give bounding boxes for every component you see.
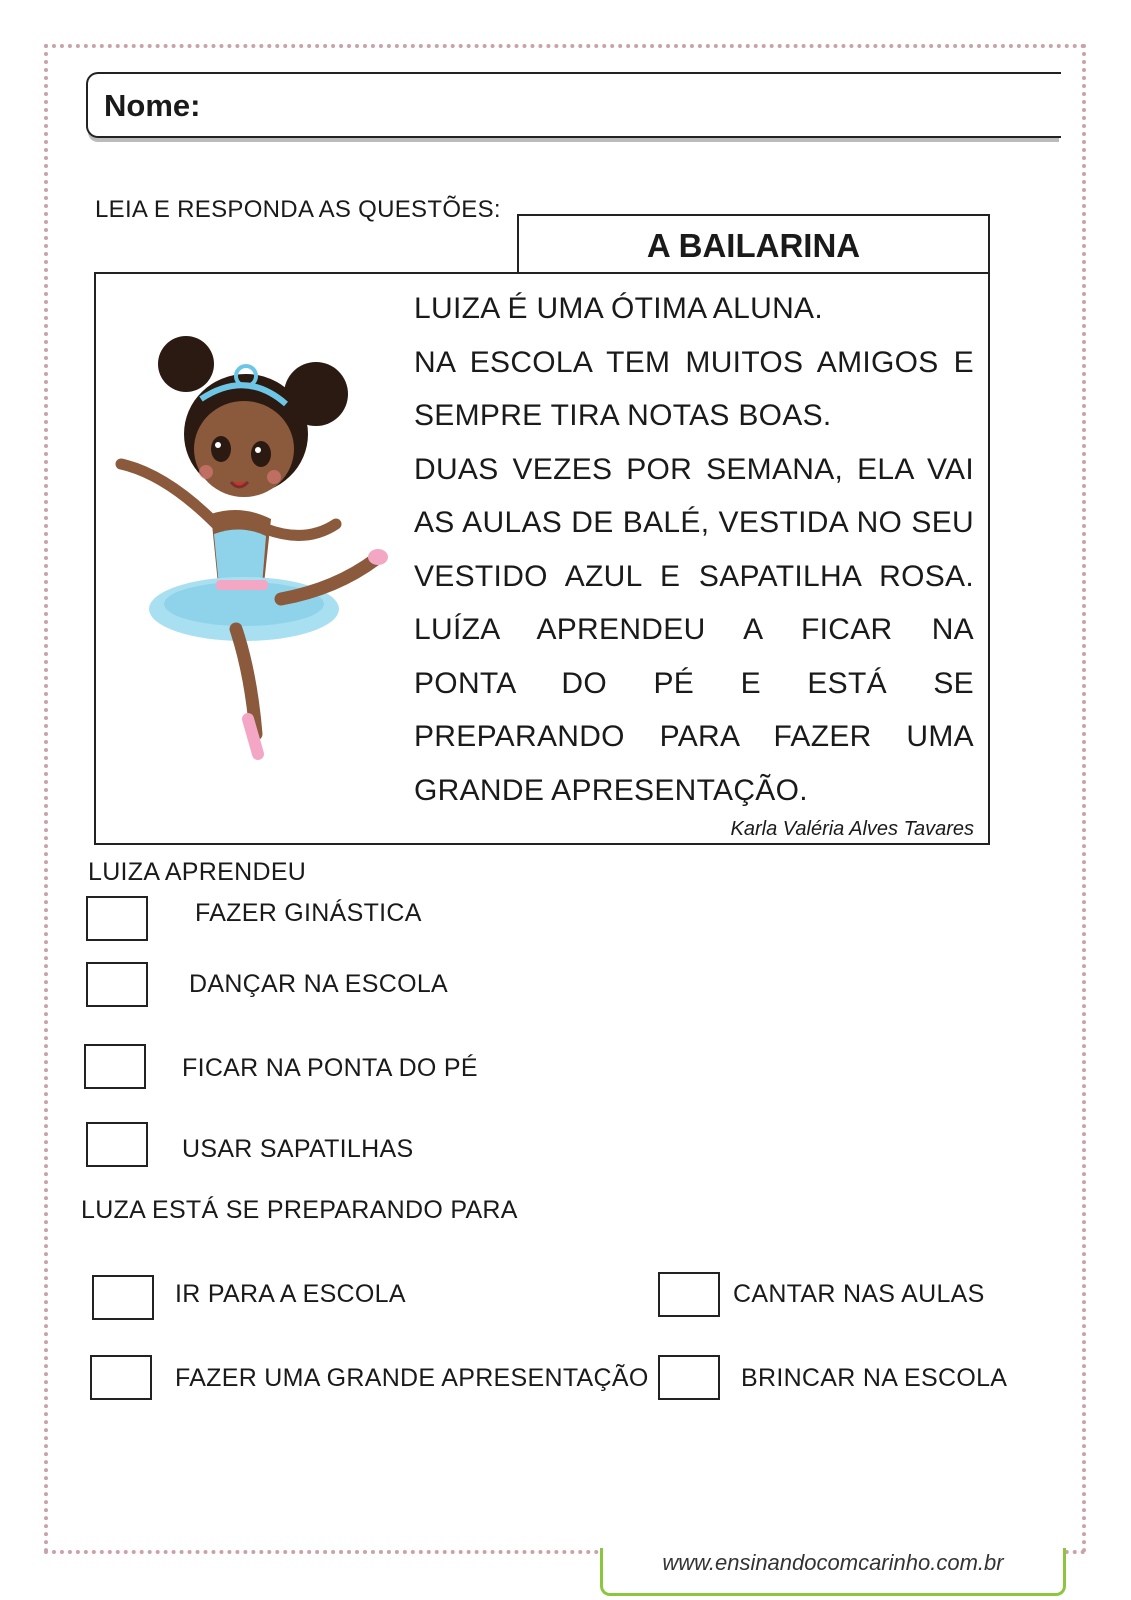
footer <box>600 1548 1066 1596</box>
name-label: Nome: <box>104 88 201 123</box>
story-title: A BAILARINA <box>646 227 861 264</box>
q1-option-3-label: FICAR NA PONTA DO PÉ <box>182 1054 478 1082</box>
q2-option-1-checkbox[interactable] <box>92 1275 154 1320</box>
story-line: AS AULAS DE BALÉ, VESTIDA NO SEU <box>414 506 974 539</box>
story-author: Karla Valéria Alves Tavares <box>730 818 974 840</box>
story-box <box>94 272 990 845</box>
story-title-box <box>517 214 990 276</box>
footer-url[interactable]: www.ensinandocomcarinho.com.br <box>662 1550 1004 1575</box>
story-line: PREPARANDO PARA FAZER UMA <box>414 720 974 753</box>
q2-option-1-label: IR PARA A ESCOLA <box>175 1280 406 1308</box>
q2-option-2-label: CANTAR NAS AULAS <box>733 1280 985 1308</box>
ballerina-illustration <box>106 314 391 764</box>
q1-option-4-checkbox[interactable] <box>86 1122 148 1167</box>
story-line: LUÍZA APRENDEU A FICAR NA <box>414 613 974 646</box>
q2-option-4-label: BRINCAR NA ESCOLA <box>741 1364 1008 1392</box>
q1-option-1-checkbox[interactable] <box>86 896 148 941</box>
question-2-prompt: LUZA ESTÁ SE PREPARANDO PARA <box>81 1196 518 1224</box>
story-line: LUIZA É UMA ÓTIMA ALUNA. <box>414 292 823 325</box>
name-field[interactable] <box>86 72 1061 138</box>
story-line: SEMPRE TIRA NOTAS BOAS. <box>414 399 832 432</box>
story-line: GRANDE APRESENTAÇÃO. <box>414 773 808 807</box>
instructions: LEIA E RESPONDA AS QUESTÕES: <box>95 196 501 223</box>
q2-option-4-checkbox[interactable] <box>658 1355 720 1400</box>
story-line: VESTIDO AZUL E SAPATILHA ROSA. <box>414 559 974 593</box>
q1-option-2-label: DANÇAR NA ESCOLA <box>189 970 449 998</box>
story-line: DUAS VEZES POR SEMANA, ELA VAI <box>414 452 974 486</box>
question-1-prompt: LUIZA APRENDEU <box>88 858 307 886</box>
story-line: NA ESCOLA TEM MUITOS AMIGOS E <box>414 345 974 379</box>
q2-option-3-label: FAZER UMA GRANDE APRESENTAÇÃO <box>175 1364 649 1392</box>
q1-option-2-checkbox[interactable] <box>86 962 148 1007</box>
q1-option-3-checkbox[interactable] <box>84 1044 146 1089</box>
q1-option-4-label: USAR SAPATILHAS <box>182 1135 414 1163</box>
q2-option-3-checkbox[interactable] <box>90 1355 152 1400</box>
story-line: PONTA DO PÉ E ESTÁ SE <box>414 666 974 700</box>
story-text <box>414 282 974 817</box>
q1-option-1-label: FAZER GINÁSTICA <box>195 899 422 927</box>
q2-option-2-checkbox[interactable] <box>658 1272 720 1317</box>
